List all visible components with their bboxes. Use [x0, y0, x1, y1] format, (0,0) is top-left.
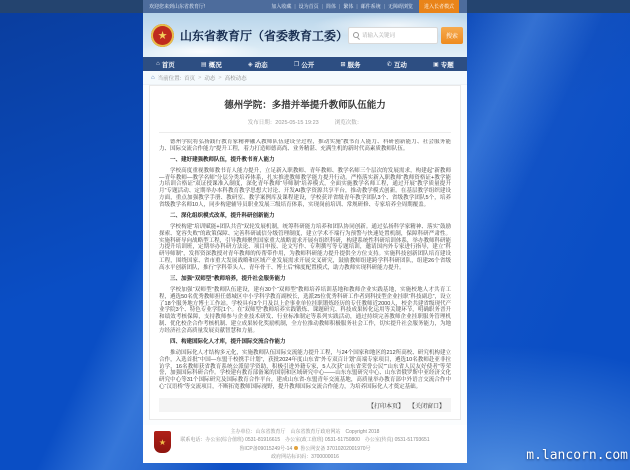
star-icon: ★	[158, 437, 167, 447]
search-button[interactable]: 搜索	[441, 27, 463, 44]
breadcrumb-prefix: 当前位置:	[157, 75, 182, 82]
home-icon: ⌂	[151, 74, 155, 81]
article-meta	[159, 118, 451, 133]
footer-lines	[143, 425, 467, 463]
paragraph: 德州学院将弘扬践行教育家精神融入教师队伍建设全过程，推动实施“教书育人能力、科研创新能力、社会服务能力、国际交流合作能力”提升工程，着力打造师德高尚、业务精湛、充满生机的新时代高素质教师队伍。	[159, 139, 451, 152]
separator: >	[198, 74, 202, 81]
icp-number[interactable]: 鲁ICP备09015249号-14	[239, 445, 293, 452]
article-action-bar	[159, 398, 451, 412]
close-window-link[interactable]: 【关闭窗口】	[408, 403, 445, 410]
nav-item-overview[interactable]	[201, 60, 222, 69]
site-title: 山东省教育厅（省委教育工委）	[180, 28, 349, 43]
search-icon	[353, 32, 359, 38]
breadcrumb-link[interactable]: 高校动态	[224, 75, 247, 82]
open-book-icon: ❐	[293, 61, 300, 68]
content-area	[143, 71, 467, 425]
breadcrumb-link[interactable]: 首页	[184, 75, 196, 82]
search-placeholder: 请输入关键词	[362, 33, 396, 39]
police-badge-icon	[294, 446, 298, 450]
footer-icp-line	[143, 445, 467, 452]
footer-host-line: 主办单位：山东省教育厅 山东省教育厅政府网站 Copyright 2018	[230, 428, 380, 435]
topbar	[143, 0, 467, 13]
print-page-link[interactable]: 【打印本页】	[367, 403, 404, 410]
paragraph: 学校加强“双师型”教师队伍建设，建有30个“双师型”教师培养培训基地和教师企业实践基地，实施校地人才共育工程，遴选50名优秀教师担任德城区中小学科学教育副校长，选派25位优秀科研工作者到科技型企业挂职“科技副总”，设立了18个服务地方博士工作站。学校具有3个月及以上企事业单位挂职锻炼经历的专任教师近2000人，校企共建省级现代产业学院3个、特色专业学院1个。在“双师型”教师培养实践锻炼、课题研究、科技成果转化运用等关键环节，明确职务晋升和绩效考核保障，支持教师参与企业技术研发、行业标准制定等系列实践活动，通过持续完善教师企业挂职服务管理机制、优化校企合作考核机制、建立成果转化奖励机制，全方位推动教师积极服务社会工作，切实提升社会服务能力，为地方经济社会高质量发展贡献智慧和力量。	[159, 286, 451, 334]
article-box	[149, 85, 461, 420]
overview-icon: ▤	[201, 61, 207, 68]
news-icon: ◈	[247, 61, 253, 68]
topbar-link[interactable]: 设为首页	[298, 4, 319, 10]
nav-item-service[interactable]	[341, 60, 361, 69]
topbar-link[interactable]: 繁体	[343, 4, 354, 10]
site-header	[143, 13, 467, 57]
service-grid-icon: ⊞	[340, 61, 346, 68]
separator: >	[218, 74, 222, 81]
separator: |	[356, 3, 358, 10]
article-body	[159, 139, 451, 401]
police-number[interactable]: 鲁公网安备 37010202001970号	[300, 445, 371, 452]
publish-date: 发布日期：2025-05-15 19:23	[247, 120, 319, 126]
topic-page-icon: ▣	[433, 61, 439, 68]
breadcrumb-link[interactable]: 动态	[204, 75, 216, 82]
nav-label: 首页	[161, 61, 175, 69]
nav-item-interact[interactable]	[387, 60, 407, 69]
star-icon: ★	[157, 29, 168, 42]
article-title: 德州学院：多措并举提升教师队伍能力	[224, 100, 386, 111]
paragraph: 学校构建“培训赋能+团队共营”双轮发展机制，统筹科研能力培养和团队协同创新。通过弘扬科学家精神、落实“鼓励探索、宽容失败”的政策保障、完善科研诚信分级管理制度，建立学术不端行为预警与快速处置机制，保障科研严肃性。实施科研导向战略型工程，引导教师聚焦国家重大战略需求开展有组织科研，构建系统性科研培训体系，举办教师科研能力提升培训班，定期举办科研方法论、项目申报、论文写作、专利撰写等专题培训，邀请国内外专家进行指导，建立“科研导师制”，发挥资深教授对青年教师的传帮带作用，为教师科研能力提升提供全方位支持。实施科技创新团队培育建设工程，围绕国家、省市重大发展战略和区域产业发展需求开展交叉研究，鼓励教师组建跨学科科研团队，组建26个省级高水平创新团队，推行“学科带头人、青年骨干、博士后”梯度配置模式，助力教师实现科研能力提升。	[159, 223, 451, 271]
nav-label: 互动	[393, 61, 407, 69]
elder-mode-button[interactable]: 进入长者模式	[419, 0, 459, 13]
welcome-text: 欢迎您来到山东省教育厅!	[149, 4, 206, 10]
search-input[interactable]	[348, 27, 438, 44]
site-footer	[143, 425, 467, 463]
nav-item-news[interactable]	[248, 60, 268, 69]
topbar-link[interactable]: 加入收藏	[271, 4, 292, 10]
chat-icon: ✆	[386, 61, 392, 68]
breadcrumb-path	[184, 74, 246, 82]
watermark-text: m.lancorn.com	[526, 448, 628, 463]
government-badge-logo	[154, 431, 171, 453]
footer-site-code: 政府网站标识码：3700000016	[271, 454, 339, 461]
nav-item-special[interactable]	[433, 60, 454, 69]
section-heading: 一、建好建强教师队伍，提升教书育人能力	[170, 156, 275, 163]
view-count: 浏览次数：	[334, 120, 363, 126]
topbar-link[interactable]: 无障碍浏览	[387, 4, 413, 10]
nav-label: 概况	[208, 61, 222, 69]
topbar-link[interactable]: 邮件系统	[360, 4, 381, 10]
main-nav	[143, 57, 467, 71]
section-heading: 二、深化组织模式改革，提升科研创新能力	[170, 212, 275, 219]
nav-label: 专题	[440, 61, 454, 69]
nav-label: 公开	[301, 61, 315, 69]
section-heading: 三、加强“双师型”教师培养，提升社会服务能力	[170, 275, 286, 282]
nav-label: 服务	[347, 61, 361, 69]
nav-item-home[interactable]	[156, 60, 175, 69]
footer-contact-line: 联系电话：办公室(综合值班) 0531-81916615 办公室(政工值班) 0531-51750800 办公室(传真) 0531-51793651	[180, 437, 430, 444]
topbar-link[interactable]: 简体	[325, 4, 336, 10]
separator: |	[383, 3, 385, 10]
nav-item-public[interactable]	[294, 60, 314, 69]
separator: |	[339, 3, 341, 10]
paragraph: 推动国际化人才结构多元化，实施教师队伍国际交流能力提升工程，与24个国家和地区的212所高校、研究机构建立合作，入选首批“中国—东盟千校携手计划”，获批2024年度山东省“外专双百计划”高端专家项目，遴选10名教师赴亚非拉访学，16名教师获省教育系统公派留学资助，积极引进外籍专家，5人次获“山东省荣誉公民”“山东省人民友好使者”等荣誉，加强国际科研合作。学校建有教育部备案的国别和区域研究中心——山东东盟研究中心、山东省俄罗斯中亚经济文化研究中心等31个国际研究及国际教育合作平台，建成山东省-东盟青年交流基地，高质量举办教育部中外语言交流合作中心“汉语桥”等交流项目，不断拓宽教师国际视野，提升教师国际交流合作能力，为培养国际化人才奠定基础。	[159, 349, 451, 391]
breadcrumb	[143, 71, 467, 85]
home-icon: ⌂	[156, 61, 160, 67]
national-emblem-logo	[151, 24, 174, 47]
topbar-right	[269, 0, 459, 13]
section-heading: 四、构建国际化人才库，提升国际交流合作能力	[170, 338, 286, 345]
separator: |	[321, 3, 323, 10]
nav-label: 动态	[254, 61, 268, 69]
topbar-links	[269, 3, 415, 10]
separator: |	[294, 3, 296, 10]
paragraph: 学校高度重视教师教书育人能力提升，立足新入职教师、青年教师、教学名师三个层次的发展需求，构建起“新教师—青年教师—教学名师”分层分类培养体系，扎实推进教师教学能力提升行动。严格落实新入职教师“教师资格证+教学能力培训合格证”双证授课准入制度，深化青年教师“导师制”培养模式，全面实施教学名师工程，通过开展“教学质量提升月”专题活动、定期举办本科教育教学思想大讨论、开发AI教学资源共享平台，推动教学模式创新。在基层教学组织建设方面，重点加强教学手册、教研室、教学案例库及课程建设，学校获评省级青年教学团队3个、省级教学团队5个，培养省级教学名师10人，同步构建辅导员职业发展三级培育体系，实现岗前培训、常规研修、专家培养全周期覆盖。	[159, 167, 451, 208]
search-area	[348, 27, 463, 44]
